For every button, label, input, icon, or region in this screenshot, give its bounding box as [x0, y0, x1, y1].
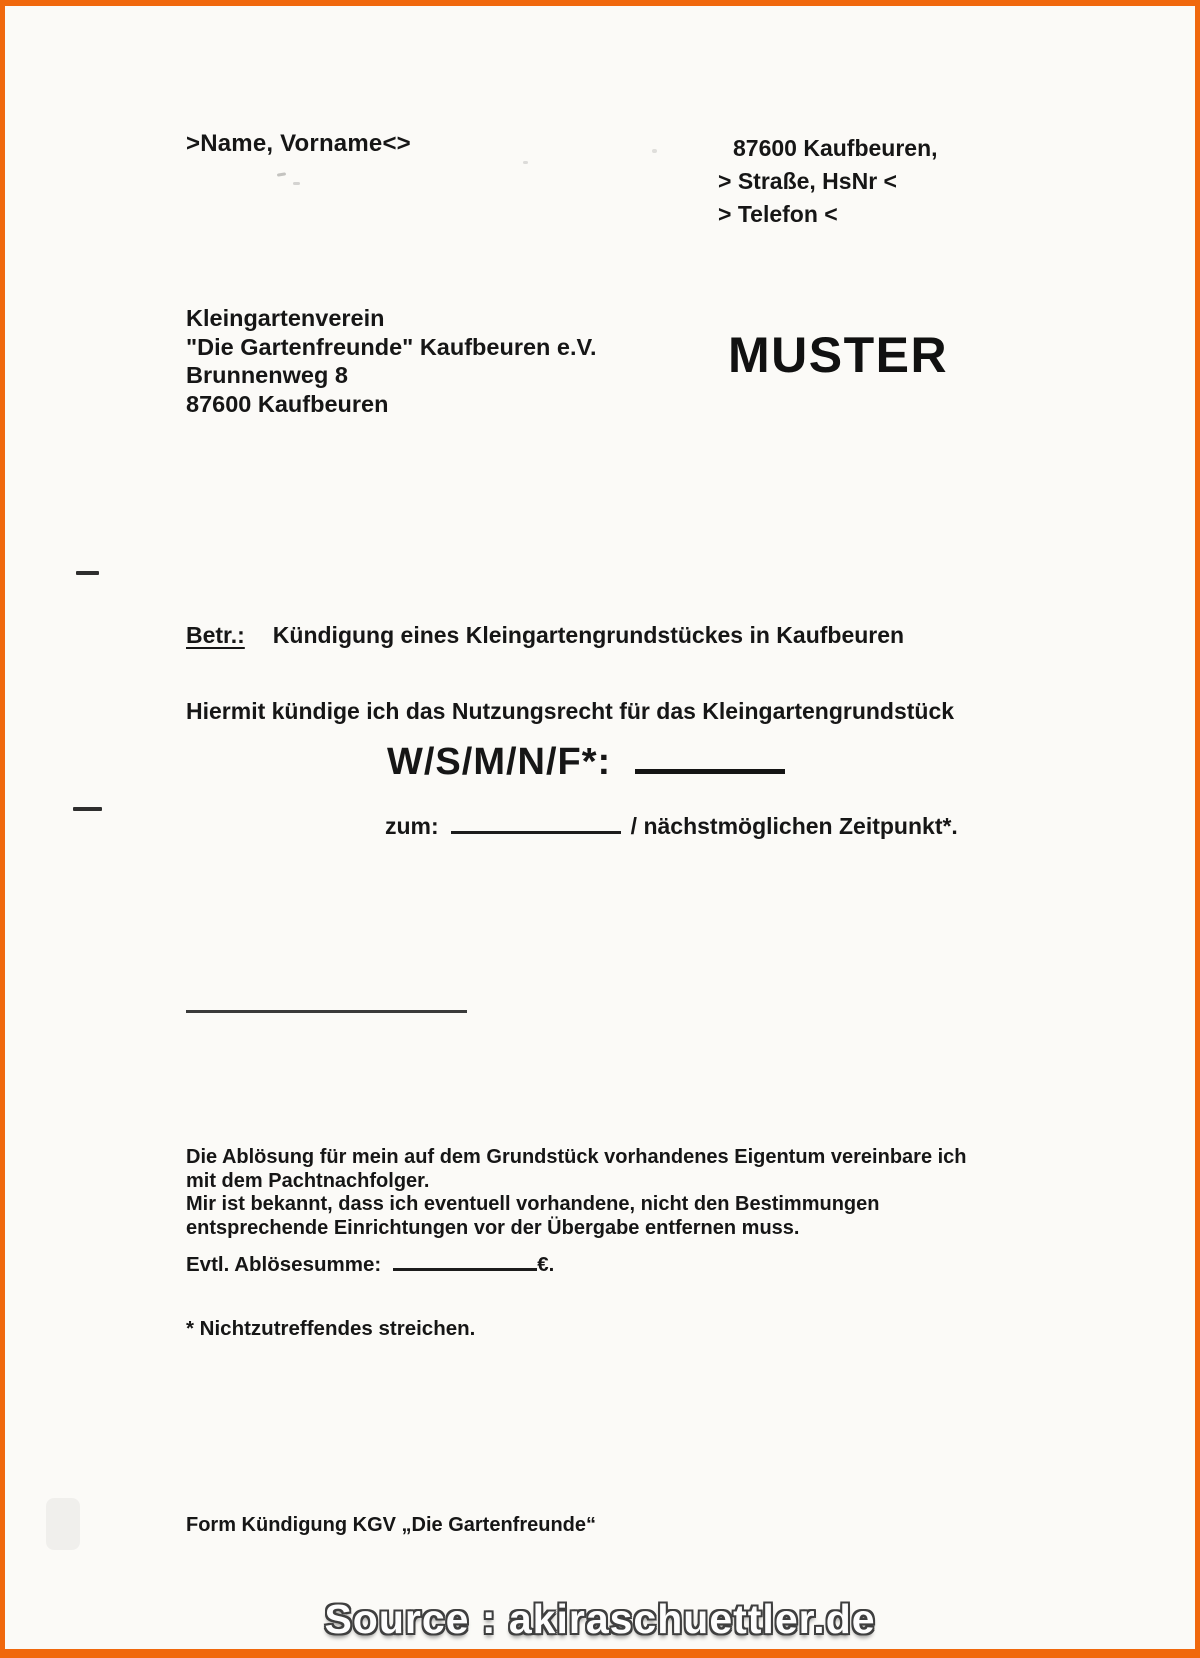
recipient-line: "Die Gartenfreunde" Kaufbeuren e.V.: [186, 333, 597, 360]
fold-mark-middle: [73, 807, 102, 811]
source-attribution: Source : akiraschuettler.de: [324, 1596, 876, 1642]
date-blank-field: [451, 812, 621, 834]
subject-text: Kündigung eines Kleingartengrundstückes in Kaufbeuren: [272, 622, 905, 648]
severance-paragraph-1: Die Ablösung für mein auf dem Grundstück vorhandenes Eigentum vereinbare ich mit dem Pachtnachfolger.: [186, 1146, 967, 1192]
footnote: * Nichtzutreffendes streichen.: [186, 1317, 476, 1340]
sender-contact-block: [718, 132, 938, 231]
severance-paragraphs: [186, 1146, 998, 1240]
plot-code-label: W/S/M/N/F*:: [387, 741, 612, 783]
scan-artifact: [523, 161, 528, 164]
scan-artifact: [652, 149, 657, 153]
sender-street-line: > Straße, HsNr <: [718, 168, 897, 194]
date-suffix: / nächstmöglichen Zeitpunkt*.: [630, 813, 958, 839]
frame-border-left: [0, 0, 5, 1658]
plot-code-blank-field: [635, 740, 785, 774]
termination-date-line: [385, 812, 958, 840]
plot-code-line: [387, 740, 785, 784]
form-identifier: Form Kündigung KGV „Die Gartenfreunde“: [186, 1514, 597, 1536]
subject-line: [186, 622, 904, 649]
muster-watermark: MUSTER: [728, 327, 949, 383]
recipient-line: 87600 Kaufbeuren: [186, 390, 389, 417]
sender-phone-line: > Telefon <: [718, 201, 838, 227]
intro-sentence: Hiermit kündige ich das Nutzungsrecht für das Kleingartengrundstück: [186, 698, 955, 724]
recipient-line: Brunnenweg 8: [186, 362, 348, 388]
recipient-line: Kleingartenverein: [186, 305, 385, 331]
frame-border-right: [1195, 0, 1200, 1658]
severance-sum-line: [186, 1252, 554, 1277]
recipient-address-block: [186, 304, 597, 418]
sum-label: Evtl. Ablösesumme:: [186, 1253, 382, 1276]
frame-border-top: [0, 0, 1200, 6]
sender-name-placeholder: >Name, Vorname<>: [186, 130, 411, 157]
sender-city-line: 87600 Kaufbeuren,: [733, 135, 938, 161]
scan-artifact: [293, 182, 300, 185]
fold-mark-top: [76, 571, 99, 575]
sum-blank-field: [393, 1252, 537, 1271]
scan-artifact: [277, 172, 286, 177]
subject-label: Betr.:: [186, 622, 245, 648]
currency-symbol: €.: [537, 1253, 555, 1276]
signature-line: [186, 1010, 467, 1013]
severance-paragraph-2: Mir ist bekannt, dass ich eventuell vorhandene, nicht den Bestimmungen entsprechende Einrichtungen vor der Übergabe entfernen muss.: [186, 1193, 880, 1239]
scan-artifact: [46, 1498, 80, 1550]
date-label: zum:: [385, 813, 439, 839]
frame-border-bottom: [0, 1649, 1200, 1658]
